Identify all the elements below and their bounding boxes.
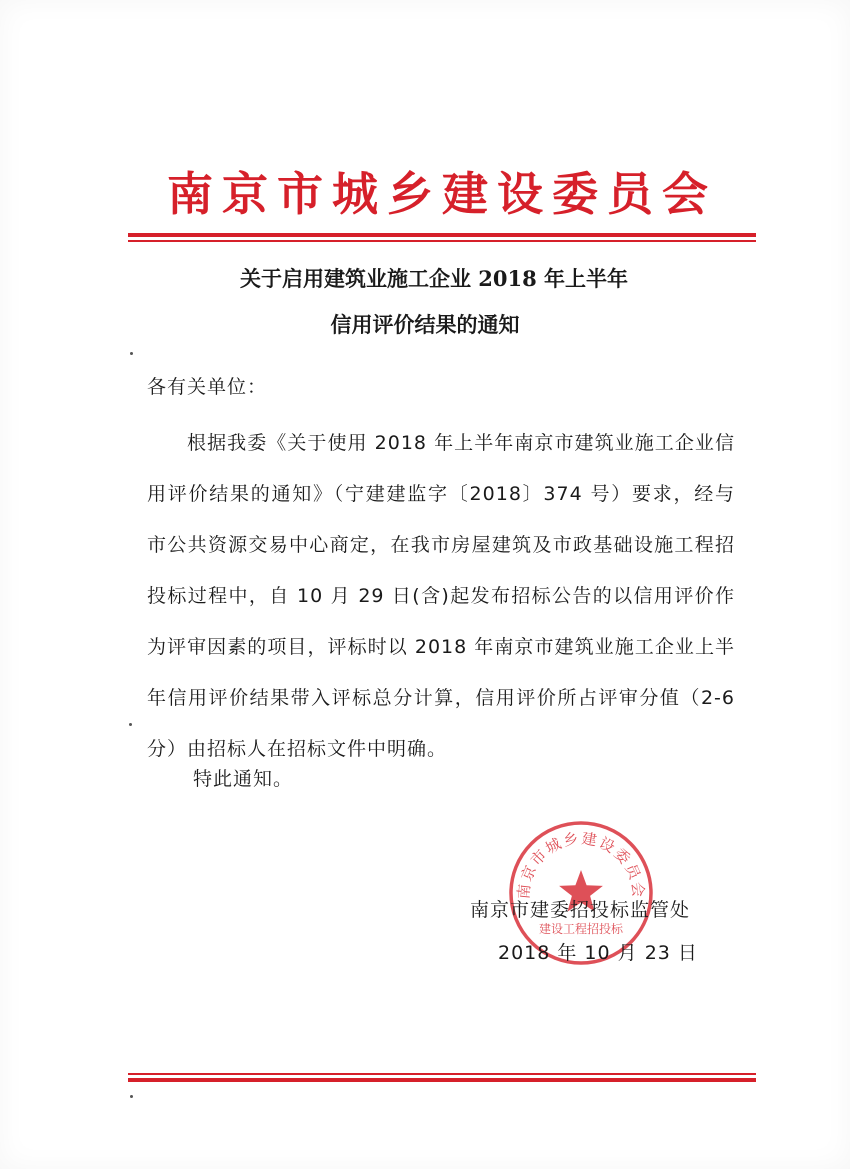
- scan-speck: [130, 352, 133, 355]
- scan-speck: [130, 1095, 133, 1098]
- document-title-line-1: 关于启用建筑业施工企业 2018 年上半年: [239, 266, 629, 291]
- scan-speck: [129, 723, 132, 726]
- document-title-line-2: 信用评价结果的通知: [330, 312, 520, 337]
- letterhead-rule-thin: [128, 240, 756, 242]
- seal-inner-text: 建设工程招投标: [538, 922, 624, 936]
- footer-rule-thin: [128, 1073, 756, 1075]
- closing-remark: 特此通知。: [193, 768, 294, 790]
- sender-department: 南京市建委招投标监管处: [470, 899, 691, 921]
- seal-ring-text: 南京市城乡建设委员会: [514, 829, 648, 900]
- letterhead-rule-thick: [128, 233, 756, 237]
- issue-date: 2018 年 10 月 23 日: [498, 942, 698, 964]
- footer-rule-thick: [128, 1078, 756, 1082]
- salutation: 各有关单位：: [147, 376, 268, 398]
- letterhead-org-name: 南京市城乡建设委员会: [167, 167, 717, 221]
- body-paragraph: 根据我委《关于使用 2018 年上半年南京市建筑业施工企业信用评价结果的通知》（宁建建监字〔2018〕374 号）要求，经与市公共资源交易中心商定，在我市房屋建筑及市政基础设施工程招投标过程中，自 10 月 29 日(含)起发布招标公告的以信用评价作为评审因素的项目，评标时以 2018 年南京市建筑业施工企业上半年信用评价结果带入评标总分计算，信用评价所占评审分值（2-6 分）由招标人在招标文件中明确。: [147, 432, 735, 760]
